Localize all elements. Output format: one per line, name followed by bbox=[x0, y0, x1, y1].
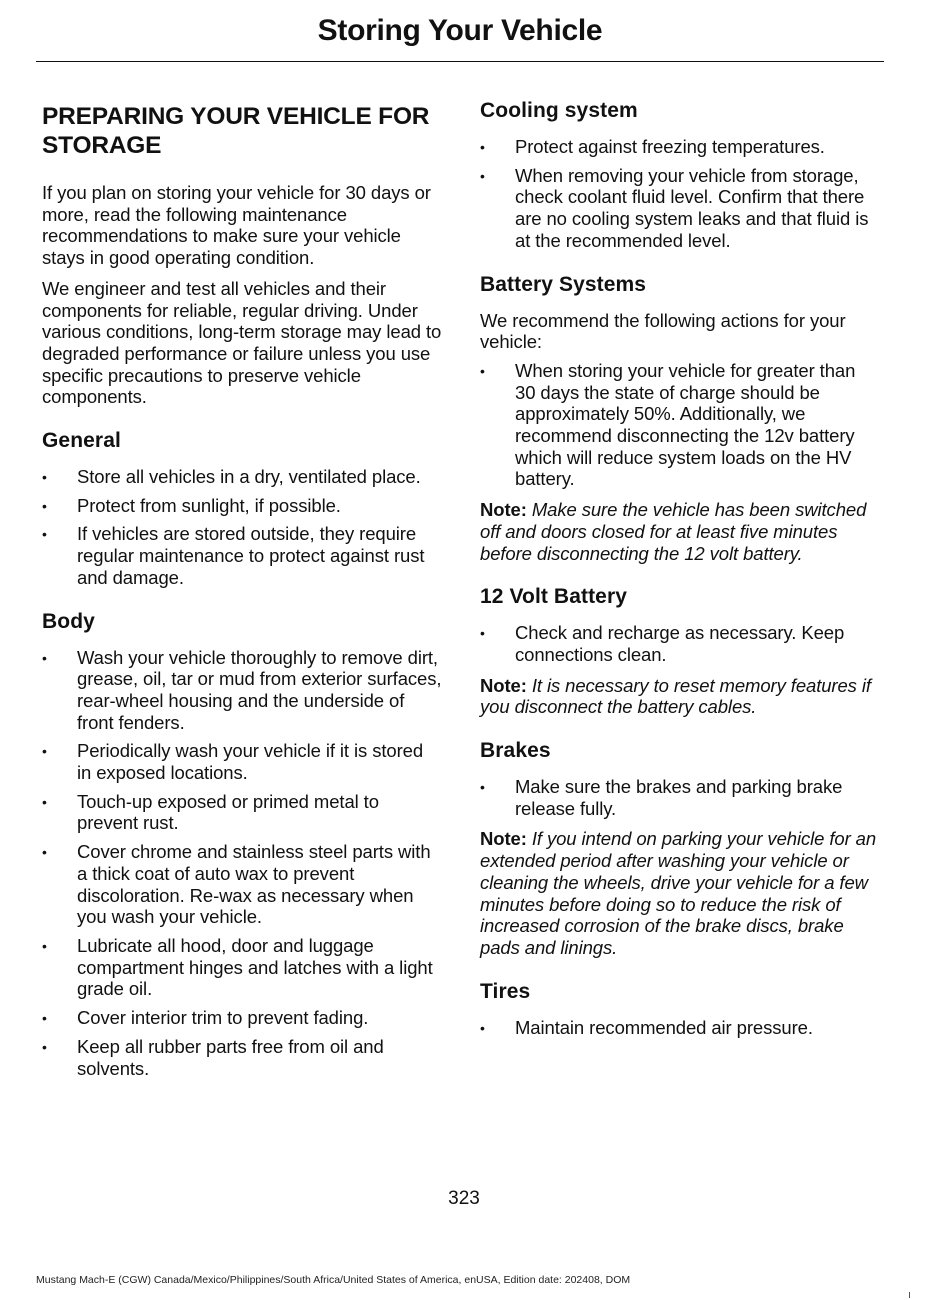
bullet-icon: • bbox=[42, 743, 47, 760]
list-item-text: Keep all rubber parts free from oil and solvents. bbox=[77, 1035, 384, 1079]
bullet-icon: • bbox=[42, 1038, 47, 1055]
body-heading: Body bbox=[42, 609, 95, 633]
list-item-text: Check and recharge as necessary. Keep connections clean. bbox=[515, 622, 845, 665]
list-item-text: Lubricate all hood, door and luggage compartment hinges and latches with a light grade oil. bbox=[77, 934, 433, 1000]
list-item bbox=[480, 165, 880, 252]
list-item-text: Make sure the brakes and parking brake release fully. bbox=[515, 776, 843, 819]
list-item-text: When storing your vehicle for greater than 30 days the state of charge should be approximately 50%. Additionally, we recommend disconnecting the 12v battery which will reduce system loads on the HV battery. bbox=[515, 359, 856, 490]
bullet-icon: • bbox=[480, 1019, 485, 1036]
note-label: Note: bbox=[480, 828, 527, 850]
bullet-icon: • bbox=[42, 469, 47, 486]
list-item bbox=[42, 647, 442, 734]
page-number: 323 bbox=[448, 1188, 480, 1209]
footer-edition-info: Mustang Mach-E (CGW) Canada/Mexico/Philippines/South Africa/United States of America, enUSA, Edition date: 202408, DOM bbox=[36, 1274, 631, 1286]
general-heading: General bbox=[42, 429, 121, 453]
right-column bbox=[480, 98, 880, 1038]
bullet-icon: • bbox=[42, 526, 47, 543]
list-item-text: Periodically wash your vehicle if it is stored in exposed locations. bbox=[77, 740, 424, 784]
left-column bbox=[42, 100, 442, 1079]
list-item bbox=[42, 935, 442, 1000]
list-item-text: Cover chrome and stainless steel parts with a thick coat of auto wax to prevent discoloration. Re-wax as necessary when you wash your vehicle. bbox=[77, 841, 431, 928]
note-label: Note: bbox=[480, 674, 527, 696]
brakes-note bbox=[480, 828, 880, 958]
list-item-text: Protect against freezing temperatures. bbox=[515, 136, 825, 157]
battery-systems-list bbox=[480, 360, 880, 490]
brakes-heading: Brakes bbox=[480, 739, 551, 763]
cooling-heading: Cooling system bbox=[480, 99, 638, 122]
general-list bbox=[42, 466, 442, 589]
intro-paragraph-2: We engineer and test all vehicles and their components for reliable, regular driving. Under various conditions, long-term storage may lead to degraded performance or failure unless you use specific precautions to preserve vehicle components. bbox=[42, 277, 442, 408]
list-item-text: If vehicles are stored outside, they require regular maintenance to protect against rust and damage. bbox=[77, 523, 425, 588]
list-item bbox=[480, 1017, 880, 1039]
list-item bbox=[480, 776, 880, 819]
cooling-list bbox=[480, 136, 880, 252]
list-item-text: Protect from sunlight, if possible. bbox=[77, 494, 341, 516]
battery-systems-note bbox=[480, 499, 880, 564]
list-item-text: Touch-up exposed or primed metal to prevent rust. bbox=[77, 790, 379, 834]
bullet-icon: • bbox=[480, 625, 485, 642]
note-label: Note: bbox=[480, 499, 527, 521]
tires-heading: Tires bbox=[480, 979, 531, 1003]
bullet-icon: • bbox=[42, 844, 47, 861]
list-item bbox=[42, 523, 442, 588]
section-heading: PREPARING YOUR VEHICLE FOR STORAGE bbox=[42, 103, 430, 159]
list-item bbox=[480, 136, 880, 158]
corner-mark bbox=[909, 1292, 910, 1298]
bullet-icon: • bbox=[42, 1010, 47, 1027]
note-text: If you intend on parking your vehicle for an extended period after washing your vehicle or cleaning the wheels, drive your vehicle for a few minutes before doing so to reduce the risk of increased corrosion of the brake discs, brake pads and linings. bbox=[480, 828, 877, 958]
page-header bbox=[36, 0, 884, 62]
battery-systems-heading: Battery Systems bbox=[480, 272, 647, 296]
volt-battery-heading: 12 Volt Battery bbox=[480, 585, 627, 609]
list-item bbox=[42, 740, 442, 783]
bullet-icon: • bbox=[480, 779, 485, 796]
list-item bbox=[42, 1007, 442, 1029]
volt-battery-note bbox=[480, 675, 880, 718]
bullet-icon: • bbox=[42, 497, 47, 514]
body-list bbox=[42, 647, 442, 1080]
list-item bbox=[42, 466, 442, 488]
list-item bbox=[480, 360, 880, 490]
list-item bbox=[42, 841, 442, 928]
list-item bbox=[42, 495, 442, 517]
list-item-text: Store all vehicles in a dry, ventilated place. bbox=[77, 466, 421, 488]
bullet-icon: • bbox=[42, 649, 47, 666]
list-item-text: When removing your vehicle from storage, check coolant fluid level. Confirm that there are no cooling system leaks and that fluid is at the recommended level. bbox=[515, 164, 869, 251]
list-item-text: Wash your vehicle thoroughly to remove dirt, grease, oil, tar or mud from exterior surfaces, rear-wheel housing and the underside of front fenders. bbox=[77, 646, 442, 733]
page-title: Storing Your Vehicle bbox=[317, 14, 603, 47]
bullet-icon: • bbox=[42, 793, 47, 810]
list-item-text: Cover interior trim to prevent fading. bbox=[77, 1007, 369, 1029]
tires-list bbox=[480, 1017, 880, 1039]
list-item bbox=[480, 622, 880, 665]
volt-battery-list bbox=[480, 622, 880, 665]
bullet-icon: • bbox=[480, 362, 485, 379]
brakes-list bbox=[480, 776, 880, 819]
note-text: Make sure the vehicle has been switched off and doors closed for at least five minutes before disconnecting the 12 volt battery. bbox=[480, 499, 867, 564]
bullet-icon: • bbox=[480, 139, 485, 155]
bullet-icon: • bbox=[480, 167, 485, 184]
list-item bbox=[42, 1036, 442, 1079]
note-text: It is necessary to reset memory features if you disconnect the battery cables. bbox=[480, 674, 871, 718]
bullet-icon: • bbox=[42, 937, 47, 954]
battery-systems-intro: We recommend the following actions for your vehicle: bbox=[480, 309, 846, 353]
list-item-text: Maintain recommended air pressure. bbox=[515, 1016, 813, 1038]
intro-paragraph-1: If you plan on storing your vehicle for 30 days or more, read the following maintenance recommendations to make sure your vehicle stays in good operating condition. bbox=[42, 182, 431, 269]
list-item bbox=[42, 791, 442, 834]
